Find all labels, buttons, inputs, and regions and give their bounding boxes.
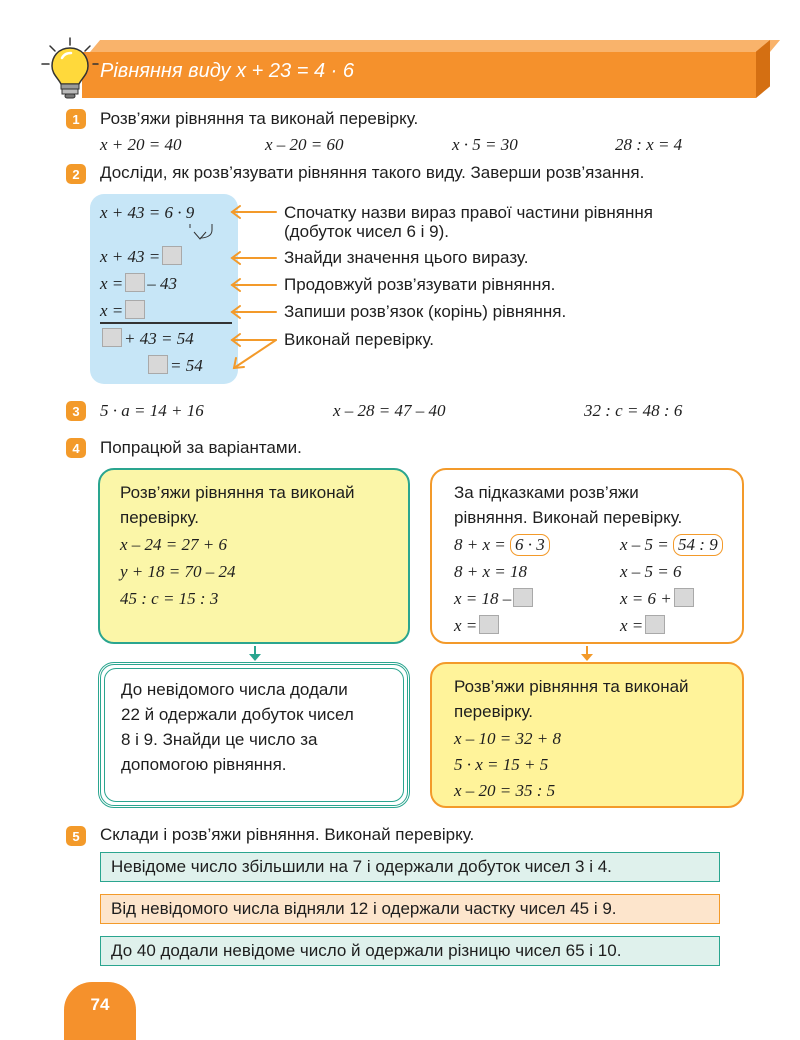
problem-card: Від невідомого числа відняли 12 і одержали частку чисел 45 і 9.: [100, 894, 720, 924]
variant2-right-row4-text: x =: [620, 616, 644, 635]
page-number: 74: [64, 982, 136, 1040]
highlight-oval: 54 : 9: [673, 534, 723, 556]
step-5-text: + 43 = 54: [124, 329, 194, 348]
blank-box[interactable]: [125, 273, 145, 292]
variant1-equation: 45 : c = 15 : 3: [120, 589, 219, 608]
task1-equation: x + 20 = 40: [100, 135, 182, 154]
blank-box[interactable]: [674, 588, 694, 607]
variant2-right-row3-text: x = 6 +: [620, 589, 672, 608]
variant3-line: До невідомого числа додали: [121, 680, 348, 699]
variant-box-1: [98, 468, 410, 644]
hint-1: Спочатку назви вираз правої частини рівняння: [284, 203, 653, 222]
task1-equation: x · 5 = 30: [452, 135, 518, 154]
variant3-line: допомогою рівняння.: [121, 755, 287, 774]
variant2-left-row2: 8 + x = 18: [454, 562, 527, 581]
blank-box[interactable]: [162, 246, 182, 265]
task-number-badge: 2: [66, 164, 86, 184]
down-arrow-icon: [244, 646, 266, 662]
variant4-equation: x – 20 = 35 : 5: [454, 781, 556, 800]
step-3: [100, 273, 177, 295]
task-number-badge: 3: [66, 401, 86, 421]
step-3-text: x =: [100, 274, 124, 293]
task1-instruction: Розв’яжи рівняння та виконай перевірку.: [100, 109, 419, 128]
variant2-left-row1: [454, 532, 550, 557]
hint-2: Знайди значення цього виразу.: [284, 248, 529, 267]
task3-equation: 32 : c = 48 : 6: [584, 401, 683, 420]
step-3-text-b: – 43: [147, 274, 178, 293]
hint-1-cont: (добуток чисел 6 і 9).: [284, 222, 450, 241]
variant-box-4: [430, 662, 744, 808]
variant2-left-row1-text: 8 + x =: [454, 535, 506, 554]
variant2-line1: За підказками розв’яжи: [454, 483, 639, 502]
variant3-line: 22 й одержали добуток чисел: [121, 705, 354, 724]
task1-equation: 28 : x = 4: [615, 135, 683, 154]
hint-5: Виконай перевірку.: [284, 330, 434, 349]
step-4: [100, 300, 147, 322]
task-number-badge: 1: [66, 109, 86, 129]
task3-equation: 5 · a = 14 + 16: [100, 401, 204, 420]
step-2: [100, 246, 184, 268]
problem-card: До 40 додали невідоме число й одержали різницю чисел 65 і 10.: [100, 936, 720, 966]
step-1: x + 43 = 6 · 9: [100, 203, 195, 222]
variant2-right-row1: [620, 532, 723, 557]
variant2-right-row4: [620, 613, 667, 638]
variant2-right-row3: [620, 586, 696, 611]
task-number-badge: 4: [66, 438, 86, 458]
variant4-equation: x – 10 = 32 + 8: [454, 729, 561, 748]
step-5: [100, 328, 194, 350]
highlight-oval: 6 · 3: [510, 534, 550, 556]
curved-arrow-icon: [180, 222, 220, 244]
variant2-left-row3-text: x = 18 –: [454, 589, 512, 608]
blank-box[interactable]: [125, 300, 145, 319]
variant-box-3: [98, 662, 410, 808]
variant2-left-row3: [454, 586, 535, 611]
variant1-equation: y + 18 = 70 – 24: [120, 562, 236, 581]
variant2-right-row2: x – 5 = 6: [620, 562, 682, 581]
task2-instruction: Досліди, як розв’язувати рівняння такого виду. Заверши розв’язання.: [100, 163, 645, 182]
divider-line: [100, 322, 232, 324]
hint-4: Запиши розв’язок (корінь) рівняння.: [284, 302, 567, 321]
variant4-line1: Розв’яжи рівняння та виконай: [454, 677, 689, 696]
step-6: [146, 355, 203, 377]
variant2-right-row1-text: x – 5 =: [620, 535, 669, 554]
banner-top-face: [90, 40, 780, 52]
variant-box-2: [430, 468, 744, 644]
problem-card: Невідоме число збільшили на 7 і одержали добуток чисел 3 і 4.: [100, 852, 720, 882]
step-4-text: x =: [100, 301, 124, 320]
variant2-left-row4-text: x =: [454, 616, 478, 635]
task5-instruction: Склади і розв’яжи рівняння. Виконай перевірку.: [100, 825, 475, 844]
variant3-line: 8 і 9. Знайди це число за: [121, 730, 318, 749]
task3-equation: x – 28 = 47 – 40: [333, 401, 446, 420]
lightbulb-icon: [38, 34, 102, 106]
blank-box[interactable]: [513, 588, 533, 607]
variant1-line2: перевірку.: [120, 508, 199, 527]
variant2-line2: рівняння. Виконай перевірку.: [454, 508, 683, 527]
variant4-line2: перевірку.: [454, 702, 533, 721]
variant1-equation: x – 24 = 27 + 6: [120, 535, 227, 554]
variant4-equation: 5 · x = 15 + 5: [454, 755, 549, 774]
variant1-line1: Розв’яжи рівняння та виконай: [120, 483, 355, 502]
blank-box[interactable]: [645, 615, 665, 634]
page-title: Рівняння виду x + 23 = 4 · 6: [100, 60, 354, 82]
step-6-text: = 54: [170, 356, 203, 375]
hint-3: Продовжуй розв’язувати рівняння.: [284, 275, 556, 294]
task-number-badge: 5: [66, 826, 86, 846]
variant2-left-row4: [454, 613, 501, 638]
blank-box[interactable]: [102, 328, 122, 347]
arrow-icon: [226, 200, 286, 390]
blank-box[interactable]: [148, 355, 168, 374]
step-2-text: x + 43 =: [100, 247, 161, 266]
down-arrow-icon: [576, 646, 598, 662]
blank-box[interactable]: [479, 615, 499, 634]
task1-equation: x – 20 = 60: [265, 135, 344, 154]
task4-instruction: Попрацюй за варіантами.: [100, 438, 302, 457]
